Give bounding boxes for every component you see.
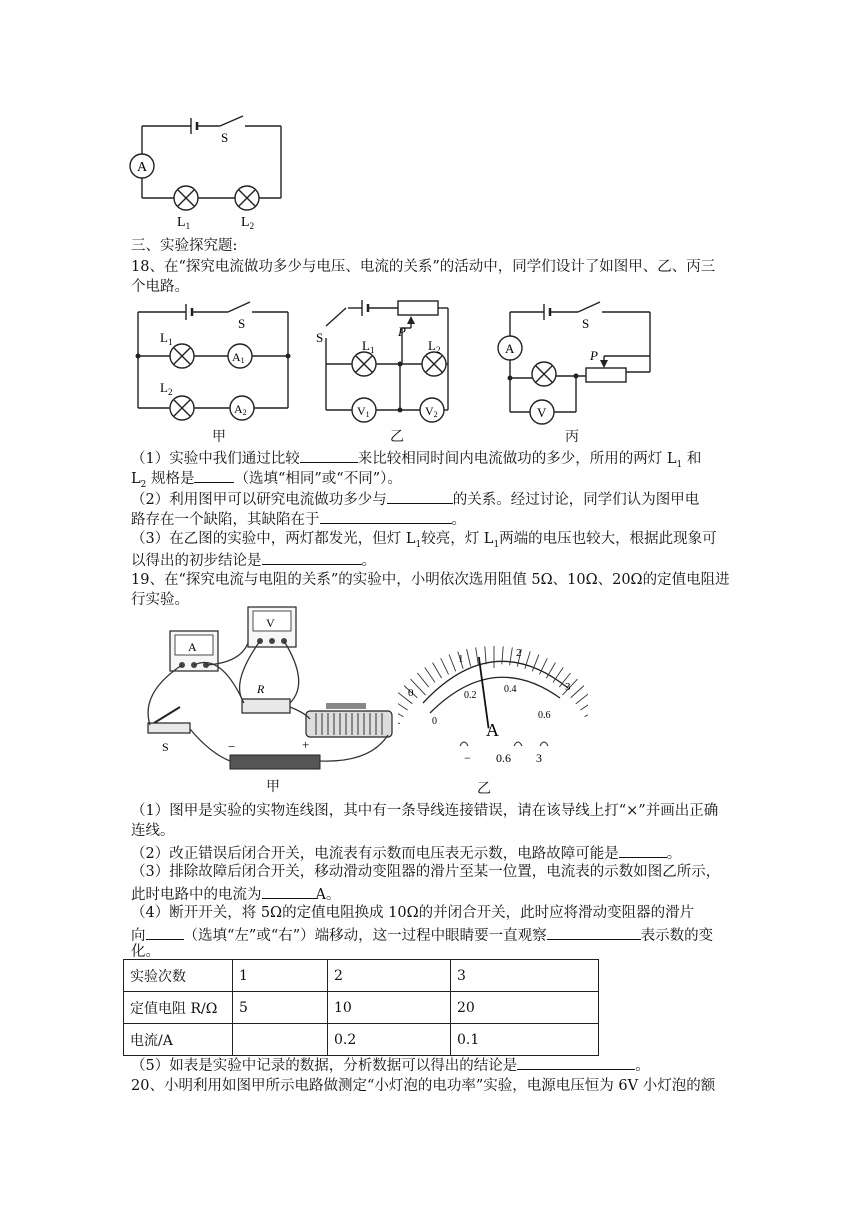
svg-text:L1 [177,215,190,231]
q19-p3-line1: （3）排除故障后闭合开关，移动滑动变阻器的滑片至某一位置，电流表的示数如图乙所示， [131,864,721,880]
dial-tick [433,663,442,679]
q18-p2-line1: （2）利用图甲可以研究电流做功多少与 的关系。经过讨论，同学们认为图甲电 [131,488,699,510]
svg-text:−: − [464,751,471,765]
fig-label-jia-19: 甲 [266,779,280,795]
fig-label-yi-19: 乙 [477,781,491,797]
q18-p2-line2: 路存在一个缺陷，其缺陷在于 。 [131,508,466,530]
dial-tick [584,708,588,717]
svg-text:A2: A2 [234,402,247,417]
dial-tick [398,708,404,717]
svg-text:0.4: 0.4 [504,684,517,695]
q19-p2: （2）改正错误后闭合开关，电流表有示数而电压表无示数，电路故障可能是 。 [131,842,681,864]
q18-p3-line2: 以得出的初步结论是 。 [131,549,376,571]
q18-line1: 18、在“探究电流做功多少与电压、电流的关系”的活动中，同学们设计了如图甲、乙、丙三 [131,259,716,275]
svg-text:L2 [241,215,254,231]
lamp2-sub: 2 [249,221,255,231]
svg-text:L1: $L_1$ [362,338,375,355]
svg-text:A1: A1 [232,350,245,365]
q19-line1: 19、在“探究电流与电阻的关系”的实验中，小明依次选用阻值 5Ω、10Ω、20Ω的定值电阻进 [131,572,730,588]
svg-text:3: 3 [565,681,571,693]
blank-current [262,883,316,899]
q19-p3-line2: 此时电路中的电流为 A。 [131,883,340,905]
lamp1-sub: 1 [185,221,191,231]
q19-p5: （5）如表是实验中记录的数据，分析数据可以得出的结论是 。 [131,1054,650,1076]
svg-text:+: + [302,737,310,752]
blank-relation [387,488,453,504]
q18-p1-line1: （1）实验中我们通过比较 来比较相同时间内电流做功的多少，所用的两灯 $L_1$ 和 [131,447,701,475]
circuit-jia [130,300,298,430]
q18-p1-line2: $L_2$ 规格是 （选填“相同”或“不同”）。 [131,467,402,495]
svg-text:A: A [505,341,515,356]
q20-line1: 20、小明利用如图甲所示电路做测定“小灯泡的电功率”实验，电源电压恒为 6V 小灯泡的额 [131,1078,716,1094]
blank-compare [300,447,358,463]
dial-tick [467,649,471,667]
svg-text:−: − [228,739,236,754]
circuit-bing [496,300,656,425]
dial-tick [398,700,408,710]
section-title: 三、实验探究题: [131,238,238,254]
svg-text:3: 3 [536,751,542,765]
dial-tick [417,673,428,687]
blank-defect [320,508,452,524]
table-row: 实验次数 1 2 3 [124,960,599,992]
svg-text:V2: V2 [425,404,438,419]
circuit-yi [316,296,476,426]
lamp1-label: L [177,215,186,230]
dial-tick [576,693,588,704]
slider-p-yi: P [398,324,406,339]
svg-text:S: S [162,740,169,754]
q19-p4-line3: 化。 [131,944,160,960]
svg-text:L2: $L_2$ [160,380,173,397]
svg-text:L2: $L_2$ [428,338,441,355]
resistor-r [242,699,290,713]
q19-line2: 行实验。 [131,592,189,608]
dial-tick [425,668,435,683]
svg-text:0: 0 [408,687,414,699]
svg-text:2: 2 [516,647,522,659]
blank-conclusion [262,549,362,565]
blank-table-conclusion [517,1054,635,1070]
svg-text:0.2: 0.2 [464,690,477,701]
switch-s-jia: S [238,316,246,331]
fig-label-bing: 丙 [565,429,579,445]
q19-p4-line1: （4）断开开关，将 5Ω的定值电阻换成 10Ω的并闭合开关，此时应将滑动变阻器的滑片 [131,905,695,921]
svg-text:A: A [486,720,499,740]
dial-tick [580,700,588,710]
svg-text:1: 1 [458,653,464,665]
dial-tick [398,716,400,724]
svg-text:R: R [257,682,265,696]
switch-s [148,723,190,733]
top-circuit-diagram [125,108,295,233]
svg-text:0.6: 0.6 [496,751,511,765]
switch-s-yi: S [316,330,324,345]
blank-spec [194,467,234,483]
svg-text:V: V [537,405,547,420]
ammeter-symbol: A [137,160,148,175]
svg-text:V1: V1 [357,404,370,419]
q18-line2: 个电路。 [131,279,189,295]
svg-text:0: 0 [432,716,437,727]
q18-p3-line1: （3）在乙图的实验中，两灯都发光，但灯 $L_1$较亮，灯 $L_1$两端的电压也较大，根据此现象可 [131,531,717,550]
table-row: 定值电阻 R/Ω 5 10 20 [124,992,599,1024]
ammeter-dial [398,618,588,768]
switch-s-bing: S [582,316,590,331]
data-table [123,959,599,1056]
rheostat [306,711,392,737]
switch-label: S [221,130,229,145]
dial-tick [571,686,584,698]
fig-label-yi: 乙 [390,429,404,445]
fig-label-jia: 甲 [212,429,226,445]
q19-p1-line1: （1）图甲是实验的实物连线图，其中有一条导线连接错误，请在该导线上打“×”并画出正确 [131,803,719,819]
battery [230,755,320,769]
table-row: 电流/A 0.2 0.1 [124,1024,599,1056]
svg-text:V: V [266,616,275,630]
dial-tick [441,658,449,674]
slider-p-bing: P [590,348,598,363]
blank-fault [619,842,667,858]
blank-direction [146,924,184,940]
q19-p1-line2: 连线。 [131,823,175,839]
meter-needle [479,657,489,728]
lamp2-label: L [241,215,250,230]
svg-text:L1: $L_1$ [160,330,173,347]
q19-p4-line2: 向 （选填“左”或“右”）端移动，这一过程中眼睛要一直观察 表示数的变 [131,924,713,946]
apparatus-diagram [130,603,405,775]
dial-tick [449,655,456,672]
blank-meter [547,924,641,940]
svg-text:A: A [188,640,197,654]
dial-tick [476,647,479,665]
dial-tick [485,646,486,664]
svg-text:0.6: 0.6 [538,710,551,721]
